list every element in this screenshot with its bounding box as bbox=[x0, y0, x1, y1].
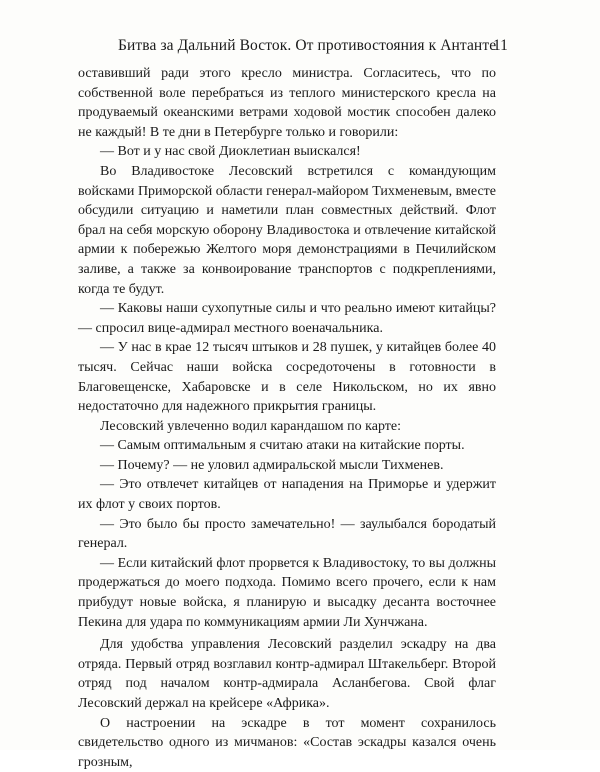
paragraph: О настроении на эскадре в тот момент сохранилось свидетельство одного из мичманов: «Состав эскадры казался очень грозным, bbox=[78, 715, 496, 770]
paragraph: Во Владивостоке Лесовский встретился с командующим войсками Приморской области генерал-майором Тихменевым, вместе обсудили ситуацию и наметили план совместных действий. Флот брал на себя морскую оборону Владивостока и отвлечение китайской армии к побережью Желтого моря демонстрациями в Печилийском заливе, а также за конвоирование транспортов с подкреплениями, когда те будут. bbox=[78, 163, 496, 297]
paragraph: — Это отвлечет китайцев от нападения на Приморье и удержит их флот у своих портов. bbox=[78, 477, 496, 513]
paragraph: оставивший ради этого кресло министра. Согласитесь, что по собственной воле перебраться из теплого министерского кресла на продуваемый океанскими ветрами ходовой мостик способен далеко не каждый! В те дни в Петербурге только и говорили: bbox=[78, 66, 496, 140]
paragraph: — Почему? — не уловил адмиральской мысли Тихменев. bbox=[100, 457, 444, 473]
paragraph: — Каковы наши сухопутные силы и что реально имеют китайцы? — спросил вице-адмирал местного военачальника. bbox=[78, 301, 496, 336]
paragraph: — Если китайский флот прорвется к Владивостоку, то вы должны продержаться до моего подхода. Помимо всего прочего, если к нам прибудут новые войска, я планирую и высадку десанта восточнее Пекина для удара по коммуникациям армии Ли Хунчжана. bbox=[78, 555, 496, 630]
body-text bbox=[78, 64, 496, 772]
paragraph: Лесовский увлеченно водил карандашом по карте: bbox=[100, 418, 401, 434]
paragraph: — Вот и у нас свой Диоклетиан выискался! bbox=[100, 144, 361, 160]
paragraph: Для удобства управления Лесовский разделил эскадру на два отряда. Первый отряд возглавил контр-адмирал Штакельберг. Второй отряд под началом контр-адмирала Асланбегова. Свой флаг Лесовский держал на крейсере «Африка». bbox=[78, 637, 496, 711]
paragraph: — У нас в крае 12 тысяч штыков и 28 пушек, у китайцев более 40 тысяч. Сейчас наши войска сосредоточены в готовности в Благовещенске, Хабаровске и в селе Никольском, но их явно недостаточно для надежного прикрытия границы. bbox=[78, 340, 496, 415]
running-head-title: Битва за Дальний Восток. От противостояния к Антанте bbox=[118, 37, 497, 54]
page-number: 11 bbox=[493, 37, 508, 54]
paragraph: — Это было бы просто замечательно! — заулыбался бородатый генерал. bbox=[78, 516, 496, 552]
paragraph: — Самым оптимальным я считаю атаки на китайские порты. bbox=[100, 438, 465, 454]
